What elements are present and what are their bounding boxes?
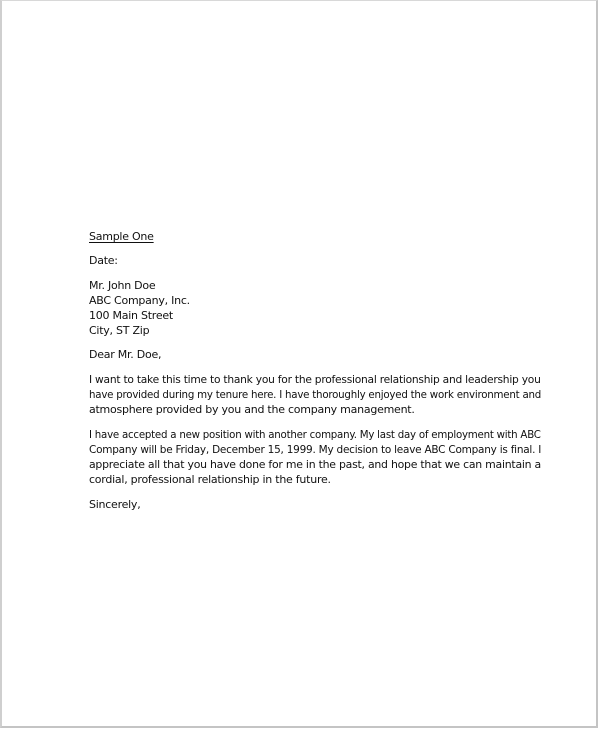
letter-heading: Sample One: [89, 230, 154, 243]
paragraph-line: I want to take this time to thank you for the professional relationship and leadership you: [89, 373, 541, 386]
recipient-name: Mr. John Doe: [89, 279, 156, 292]
paragraph-line: I have accepted a new position with another company. My last day of employment with ABC: [89, 428, 541, 441]
closing: Sincerely,: [89, 498, 141, 511]
recipient-city: City, ST Zip: [89, 324, 150, 337]
paragraph-line: have provided during my tenure here. I have thoroughly enjoyed the work environment and: [89, 388, 542, 401]
salutation: Dear Mr. Doe,: [89, 348, 162, 361]
paragraph-line: cordial, professional relationship in the future.: [89, 473, 331, 486]
paragraph-line: atmosphere provided by you and the company management.: [89, 403, 415, 416]
date-label: Date:: [89, 254, 118, 267]
recipient-company: ABC Company, Inc.: [89, 294, 190, 307]
paragraph-line: appreciate all that you have done for me in the past, and hope that we can maintain a: [89, 458, 541, 471]
recipient-street: 100 Main Street: [89, 309, 173, 322]
paragraph-line: Company will be Friday, December 15, 1999. My decision to leave ABC Company is final. I: [89, 443, 542, 456]
